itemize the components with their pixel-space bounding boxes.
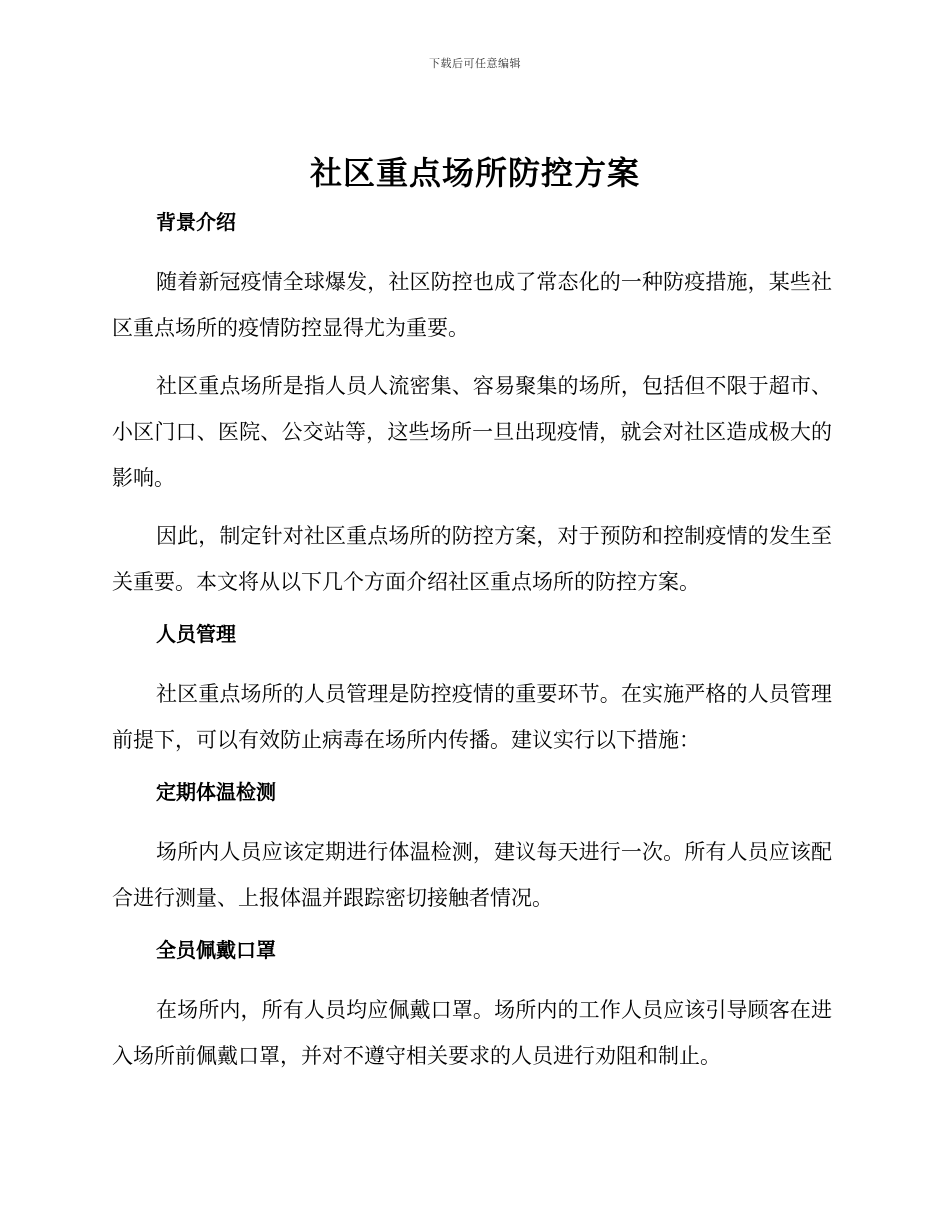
section-personnel-management [112,617,832,763]
paragraph: 随着新冠疫情全球爆发，社区防控也成了常态化的一种防疫措施，某些社区重点场所的疫情防控显得尤为重要。 [112,270,832,340]
paragraph: 在场所内，所有人员均应佩戴口罩。场所内的工作人员应该引导顾客在进入场所前佩戴口罩，并对不遵守相关要求的人员进行劝阻和制止。 [112,998,832,1068]
section-heading: 定期体温检测 [156,780,276,804]
paragraph: 因此，制定针对社区重点场所的防控方案，对于预防和控制疫情的发生至关重要。本文将从以下几个方面介绍社区重点场所的防控方案。 [112,524,832,594]
section-temperature-check [112,775,832,921]
section-background [112,205,832,605]
section-mask-wearing [112,933,832,1079]
header-note: 下载后可任意编辑 [429,57,521,70]
paragraph: 场所内人员应该定期进行体温检测，建议每天进行一次。所有人员应该配合进行测量、上报体温并跟踪密切接触者情况。 [112,840,832,910]
paragraph: 社区重点场所的人员管理是防控疫情的重要环节。在实施严格的人员管理前提下，可以有效防止病毒在场所内传播。建议实行以下措施： [112,682,832,752]
paragraph: 社区重点场所是指人员人流密集、容易聚集的场所，包括但不限于超市、小区门口、医院、公交站等，这些场所一旦出现疫情，就会对社区造成极大的影响。 [112,374,832,490]
section-heading: 全员佩戴口罩 [156,938,276,962]
document-body [112,205,832,1091]
section-heading: 背景介绍 [156,210,236,234]
page-title: 社区重点场所防控方案 [309,154,640,192]
section-heading: 人员管理 [156,622,236,646]
